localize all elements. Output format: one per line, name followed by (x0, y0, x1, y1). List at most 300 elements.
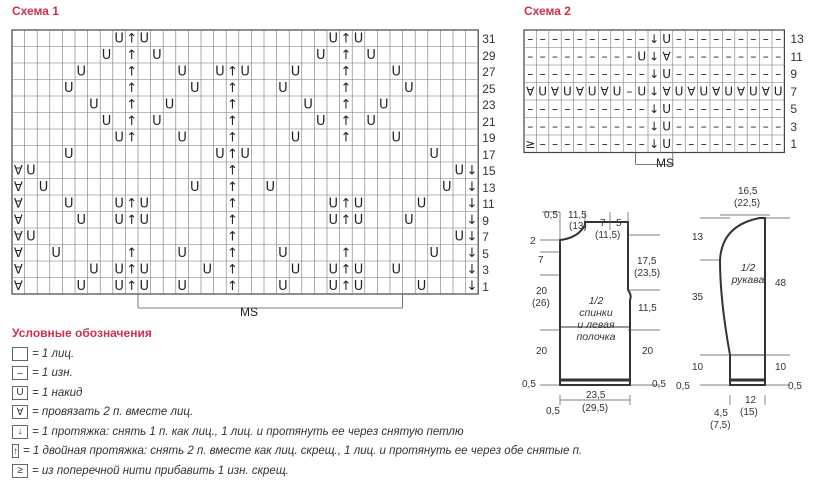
stitch-symbol: U (114, 212, 124, 228)
stitch-symbol: – (589, 67, 596, 82)
stitch-symbol: – (700, 67, 707, 82)
dim-neck-alt: (11,5) (595, 230, 621, 241)
scheme2-grid (524, 30, 784, 165)
stitch-symbol: U (114, 278, 124, 294)
stitch-symbol: U (328, 278, 339, 294)
stitch-symbol: ↑ (340, 278, 352, 294)
stitch-symbol: U (328, 196, 339, 212)
stitch-symbol: – (725, 67, 732, 82)
stitch-symbol: U (328, 31, 339, 47)
scheme2-title: Схема 2 (524, 4, 571, 18)
legend-item (12, 383, 572, 403)
stitch-symbol: – (725, 32, 732, 47)
legend-symbol: ↓ (12, 425, 28, 439)
stitch-symbol: – (626, 84, 633, 99)
stitch-symbol: – (688, 102, 695, 117)
stitch-symbol: – (539, 137, 546, 152)
legend-symbol (12, 347, 28, 361)
dim-armhole: 17,5 (637, 256, 657, 267)
scheme2-row-number: 1 (790, 137, 798, 151)
dim-top-width: 11,5 (568, 210, 587, 221)
stitch-symbol: ↑ (227, 64, 238, 80)
stitch-symbol: ∀ (736, 84, 746, 99)
stitch-symbol: U (26, 163, 36, 179)
dim-bottom-width: 23,5 (586, 390, 606, 401)
dim-armhole-alt: (23,5) (634, 268, 661, 279)
stitch-symbol: ↑ (340, 80, 352, 96)
stitch-symbol: U (89, 97, 99, 113)
dim-sleeve-bottom-small-alt: (7,5) (710, 420, 731, 431)
scheme1-row-number: 1 (482, 279, 489, 294)
stitch-symbol: – (750, 49, 757, 64)
dim-sleeve-bottom-right: 0,5 (788, 381, 802, 392)
stitch-symbol: U (391, 262, 402, 278)
stitch-symbol: U (662, 119, 671, 134)
legend-symbol: ∀ (12, 405, 28, 419)
stitch-symbol: U (366, 47, 376, 63)
scheme1-row-number: 21 (482, 114, 496, 129)
stitch-symbol: – (614, 49, 620, 64)
stitch-symbol: – (552, 67, 558, 82)
stitch-symbol: – (700, 49, 707, 64)
stitch-symbol: – (589, 119, 596, 134)
legend-item (12, 364, 572, 384)
stitch-symbol: – (775, 102, 782, 117)
scheme2-row-number: 13 (790, 32, 804, 46)
stitch-symbol: U (353, 262, 364, 278)
stitch-symbol: ↑ (227, 262, 238, 278)
stitch-symbol: ↓ (649, 102, 660, 117)
stitch-symbol: U (76, 278, 87, 294)
dim-neck: 7 (600, 218, 606, 229)
stitch-symbol: ↑ (340, 31, 352, 47)
stitch-symbol: – (626, 137, 633, 152)
stitch-symbol: U (139, 262, 150, 278)
stitch-symbol: U (366, 113, 376, 129)
stitch-symbol: – (775, 49, 782, 64)
stitch-symbol: U (391, 64, 402, 80)
stitch-symbol: ∀ (13, 245, 23, 261)
stitch-symbol: ↑ (340, 113, 352, 129)
stitch-symbol: U (429, 245, 439, 261)
stitch-symbol: ↑ (126, 47, 138, 63)
stitch-symbol: U (637, 84, 647, 99)
stitch-symbol: U (114, 31, 124, 47)
stitch-symbol: – (527, 119, 534, 134)
stitch-symbol: ↑ (340, 196, 352, 212)
dim-top-width-alt: (13) (569, 221, 587, 232)
stitch-symbol: – (676, 137, 682, 152)
stitch-symbol: U (202, 262, 213, 278)
stitch-symbol: ↑ (227, 229, 238, 245)
stitch-symbol: – (552, 32, 558, 47)
stitch-symbol: – (527, 49, 534, 64)
stitch-symbol: U (177, 278, 187, 294)
stitch-symbol: U (328, 262, 339, 278)
stitch-symbol: U (699, 84, 709, 99)
scheme2-row-number: 7 (790, 84, 798, 99)
stitch-symbol: ↑ (227, 113, 238, 129)
scheme1-row-number: 29 (482, 48, 496, 63)
stitch-symbol: U (353, 31, 364, 47)
stitch-symbol: – (576, 137, 583, 152)
stitch-symbol: U (139, 212, 150, 228)
stitch-symbol: – (725, 137, 732, 152)
stitch-symbol: – (738, 32, 744, 47)
stitch-symbol: – (614, 102, 620, 117)
stitch-symbol: – (775, 119, 782, 134)
stitch-symbol: ∀ (662, 84, 671, 99)
stitch-symbol: – (725, 102, 732, 117)
dim-sleeve-bottom-left: 0,5 (676, 381, 690, 392)
stitch-symbol: U (63, 80, 74, 96)
stitch-symbol: U (38, 179, 49, 195)
dim-sleeve-cuff: 12 (745, 395, 757, 406)
stitch-symbol: – (738, 119, 744, 134)
stitch-symbol: ↑ (227, 245, 238, 261)
stitch-symbol: ∀ (13, 196, 23, 212)
stitch-symbol: – (564, 119, 571, 134)
dim-sleeve-top-alt: (22,5) (734, 198, 761, 209)
stitch-symbol: – (638, 119, 645, 134)
scheme1-row-number: 9 (482, 213, 489, 228)
stitch-symbol: – (738, 49, 744, 64)
stitch-symbol: – (638, 102, 645, 117)
stitch-symbol: – (589, 32, 596, 47)
scheme1-grid (12, 30, 478, 308)
stitch-symbol: U (189, 179, 200, 195)
stitch-symbol: U (391, 130, 402, 146)
stitch-symbol: U (662, 137, 671, 152)
stitch-symbol: – (527, 32, 534, 47)
stitch-symbol: U (441, 179, 452, 195)
dim-sleeve-left-10: 10 (692, 362, 704, 373)
dim-left-20b: 20 (536, 346, 548, 357)
scheme1-row-number: 7 (482, 230, 489, 244)
stitch-symbol: U (454, 163, 465, 179)
stitch-symbol: ↑ (227, 278, 238, 294)
dim-top-left-small: 0,5 (544, 210, 558, 221)
stitch-symbol: ↓ (466, 278, 478, 294)
dim-sleeve-top: 16,5 (738, 186, 758, 197)
stitch-symbol: – (676, 32, 682, 47)
stitch-symbol: U (724, 84, 733, 99)
scheme1-row-number: 23 (482, 98, 496, 112)
stitch-symbol: ↑ (340, 97, 352, 113)
dim-bottom-left: 0,5 (522, 379, 536, 390)
stitch-symbol: U (328, 212, 339, 228)
stitch-symbol: U (612, 84, 622, 99)
stitch-symbol: ∀ (526, 84, 535, 99)
stitch-symbol: ↑ (227, 80, 238, 96)
stitch-symbol: U (662, 102, 671, 117)
stitch-symbol: U (278, 245, 288, 261)
stitch-symbol: ↑ (227, 179, 238, 195)
stitch-symbol: U (152, 113, 162, 129)
stitch-symbol: – (700, 137, 707, 152)
stitch-symbol: ↓ (649, 137, 660, 152)
scheme2-row-number: 11 (790, 49, 803, 64)
stitch-symbol: – (688, 49, 695, 64)
stitch-symbol: U (26, 229, 36, 245)
stitch-symbol: ↓ (649, 49, 660, 64)
scheme1-row-number: 5 (482, 246, 489, 261)
dim-right-11-5: 11,5 (638, 303, 657, 314)
stitch-symbol: ↑ (227, 130, 238, 146)
dim-shoulder: 5 (616, 218, 622, 229)
dim-left-20a: 20 (536, 286, 548, 297)
stitch-symbol: – (539, 119, 546, 134)
stitch-symbol: ↓ (466, 245, 478, 261)
stitch-symbol: ↓ (466, 229, 478, 245)
stitch-symbol: – (552, 137, 558, 152)
stitch-symbol: ∀ (13, 212, 23, 228)
legend-text: = 1 изн. (32, 367, 73, 380)
stitch-symbol: – (676, 67, 682, 82)
legend-symbol: ≥ (12, 464, 28, 478)
dim-bottom-right: 0,5 (652, 379, 666, 390)
stitch-symbol: U (265, 179, 276, 195)
scheme1-row-number: 19 (482, 131, 496, 145)
stitch-symbol: – (539, 102, 546, 117)
stitch-symbol: – (576, 32, 583, 47)
stitch-symbol: U (177, 130, 187, 146)
stitch-symbol: U (63, 196, 74, 212)
stitch-symbol: ↓ (649, 32, 660, 47)
stitch-symbol: – (576, 67, 583, 82)
stitch-symbol: U (315, 47, 326, 63)
sleeve-label: 1/2 рукава (731, 262, 765, 286)
scheme1-row-number: 13 (482, 180, 496, 195)
stitch-symbol: – (688, 67, 695, 82)
stitch-symbol: U (139, 278, 150, 294)
stitch-symbol: ↑ (126, 245, 138, 261)
stitch-symbol: – (750, 102, 757, 117)
stitch-symbol: U (674, 84, 684, 99)
stitch-symbol: – (564, 49, 571, 64)
stitch-symbol: – (762, 49, 769, 64)
sleeve-outline (720, 218, 765, 385)
stitch-symbol: – (564, 137, 571, 152)
stitch-symbol: U (139, 31, 150, 47)
legend-item (12, 442, 583, 462)
dim-sleeve-right-48: 48 (775, 278, 787, 289)
scheme1-row-number: 15 (482, 164, 496, 178)
stitch-symbol: U (177, 245, 187, 261)
stitch-symbol: ∀ (662, 49, 671, 64)
stitch-symbol: – (564, 67, 571, 82)
stitch-symbol: – (750, 119, 757, 134)
stitch-symbol: ∀ (13, 278, 23, 294)
stitch-symbol: – (713, 32, 720, 47)
stitch-symbol: – (738, 102, 744, 117)
stitch-symbol: U (454, 229, 465, 245)
stitch-symbol: – (589, 49, 596, 64)
stitch-symbol: – (576, 119, 583, 134)
stitch-symbol: U (114, 196, 124, 212)
dim-right-20: 20 (642, 346, 654, 357)
stitch-symbol: ↑ (340, 130, 352, 146)
stitch-symbol: U (416, 196, 427, 212)
stitch-symbol: ↑ (126, 262, 138, 278)
stitch-symbol: – (564, 102, 571, 117)
stitch-symbol: ∀ (550, 84, 560, 99)
dim-sleeve-cuff-alt: (15) (740, 407, 758, 418)
stitch-symbol: – (713, 49, 720, 64)
stitch-symbol: ↑ (126, 212, 138, 228)
stitch-symbol: ↑ (126, 80, 138, 96)
stitch-symbol: ↑ (227, 196, 238, 212)
stitch-symbol: U (278, 278, 288, 294)
stitch-symbol: – (614, 119, 620, 134)
stitch-symbol: ↑ (126, 31, 138, 47)
stitch-symbol: U (101, 47, 112, 63)
stitch-symbol: U (63, 146, 74, 162)
stitch-symbol: – (713, 102, 720, 117)
stitch-symbol: – (601, 32, 608, 47)
stitch-symbol: U (290, 262, 301, 278)
stitch-symbol: ↑ (227, 146, 238, 162)
stitch-symbol: U (315, 113, 326, 129)
stitch-symbol: U (139, 196, 150, 212)
stitch-symbol: – (738, 137, 744, 152)
stitch-symbol: U (637, 49, 647, 64)
stitch-symbol: – (762, 32, 769, 47)
legend-text: = из поперечной нити прибавить 1 изн. скрещ. (32, 464, 289, 477)
stitch-symbol: ∀ (13, 179, 23, 195)
stitch-symbol: U (114, 262, 124, 278)
stitch-symbol: ↓ (466, 179, 478, 195)
stitch-symbol: U (429, 146, 439, 162)
stitch-symbol: – (552, 49, 558, 64)
stitch-symbol: – (700, 102, 707, 117)
stitch-symbol: U (89, 262, 99, 278)
stitch-symbol: ↑ (340, 262, 352, 278)
stitch-symbol: ↑ (126, 113, 138, 129)
stitch-symbol: – (576, 102, 583, 117)
scheme2-row-number: 5 (790, 102, 798, 116)
stitch-symbol: – (750, 32, 757, 47)
stitch-symbol: ↑ (227, 97, 238, 113)
legend-item (12, 403, 572, 423)
stitch-symbol: – (688, 32, 695, 47)
stitch-symbol: ∀ (600, 84, 609, 99)
stitch-symbol: ↑ (340, 47, 352, 63)
legend-item (12, 422, 572, 442)
stitch-symbol: U (290, 64, 301, 80)
stitch-symbol: U (662, 67, 671, 82)
stitch-symbol: ∀ (13, 229, 23, 245)
stitch-symbol: – (725, 119, 732, 134)
legend-text: = 1 накид (32, 386, 83, 399)
stitch-symbol: – (775, 32, 782, 47)
stitch-symbol: – (638, 67, 645, 82)
stitch-symbol: U (563, 84, 572, 99)
stitch-symbol: – (564, 32, 571, 47)
stitch-symbol: ≥ (525, 137, 536, 152)
dim-left-2: 2 (530, 236, 536, 247)
stitch-symbol: U (215, 64, 225, 80)
stitch-symbol: U (177, 64, 187, 80)
stitch-symbol: ∀ (13, 163, 23, 179)
dim-bottom-width-alt: (29,5) (582, 403, 609, 414)
dim-sleeve-bottom-small: 4,5 (714, 408, 728, 419)
stitch-symbol: U (189, 80, 200, 96)
stitch-symbol: ∀ (761, 84, 770, 99)
scheme1-ms-label: MS (240, 305, 258, 319)
stitch-symbol: – (775, 67, 782, 82)
dim-sleeve-right-10: 10 (775, 362, 787, 373)
scheme1-row-number: 31 (482, 32, 496, 46)
stitch-symbol: – (762, 119, 769, 134)
stitch-symbol: – (713, 119, 720, 134)
legend-symbol: U (12, 386, 28, 400)
stitch-symbol: – (527, 67, 534, 82)
stitch-symbol: U (303, 97, 313, 113)
stitch-symbol: – (713, 137, 720, 152)
stitch-symbol: U (240, 64, 250, 80)
legend-symbol: – (12, 366, 28, 380)
stitch-symbol: U (353, 196, 364, 212)
stitch-symbol: U (662, 32, 671, 47)
legend-text: = 1 лиц. (32, 347, 75, 360)
stitch-symbol: – (552, 119, 558, 134)
stitch-symbol: ∀ (13, 262, 23, 278)
stitch-symbol: – (626, 119, 633, 134)
dim-sleeve-left-13: 13 (692, 232, 704, 243)
scheme2-row-number: 9 (790, 67, 798, 81)
stitch-symbol: – (614, 32, 620, 47)
stitch-symbol: ↓ (466, 262, 478, 278)
stitch-symbol: – (762, 67, 769, 82)
stitch-symbol: U (378, 97, 389, 113)
stitch-symbol: – (638, 32, 645, 47)
stitch-symbol: – (626, 102, 633, 117)
stitch-symbol: U (76, 64, 87, 80)
stitch-symbol: – (725, 49, 732, 64)
stitch-symbol: U (404, 80, 414, 96)
stitch-symbol: U (353, 212, 364, 228)
stitch-symbol: – (713, 67, 720, 82)
stitch-symbol: U (152, 47, 162, 63)
stitch-symbol: – (626, 49, 633, 64)
stitch-symbol: U (353, 278, 364, 294)
stitch-symbol: ∀ (575, 84, 584, 99)
back-front-label: 1/2 спинки и левая полочка (576, 295, 616, 343)
scheme1-row-number: 11 (482, 197, 495, 211)
stitch-symbol: – (676, 102, 682, 117)
stitch-symbol: U (51, 245, 61, 261)
scheme1-row-number: 17 (482, 147, 496, 162)
stitch-symbol: U (404, 212, 414, 228)
scheme1-row-number: 25 (482, 81, 496, 96)
stitch-symbol: – (601, 119, 608, 134)
stitch-symbol: ↑ (340, 64, 352, 80)
stitch-symbol: U (114, 130, 124, 146)
stitch-symbol: – (775, 137, 782, 152)
stitch-symbol: ↓ (466, 163, 478, 179)
stitch-symbol: – (539, 32, 546, 47)
stitch-symbol: ↑ (126, 97, 138, 113)
scheme2-ms-label: MS (656, 156, 674, 170)
stitch-symbol: – (626, 67, 633, 82)
stitch-symbol: ↑ (227, 212, 238, 228)
stitch-symbol: U (240, 146, 250, 162)
stitch-symbol: ↓ (649, 67, 660, 82)
stitch-symbol: – (700, 119, 707, 134)
legend-title: Условные обозначения (12, 326, 152, 340)
stitch-symbol: U (773, 84, 783, 99)
